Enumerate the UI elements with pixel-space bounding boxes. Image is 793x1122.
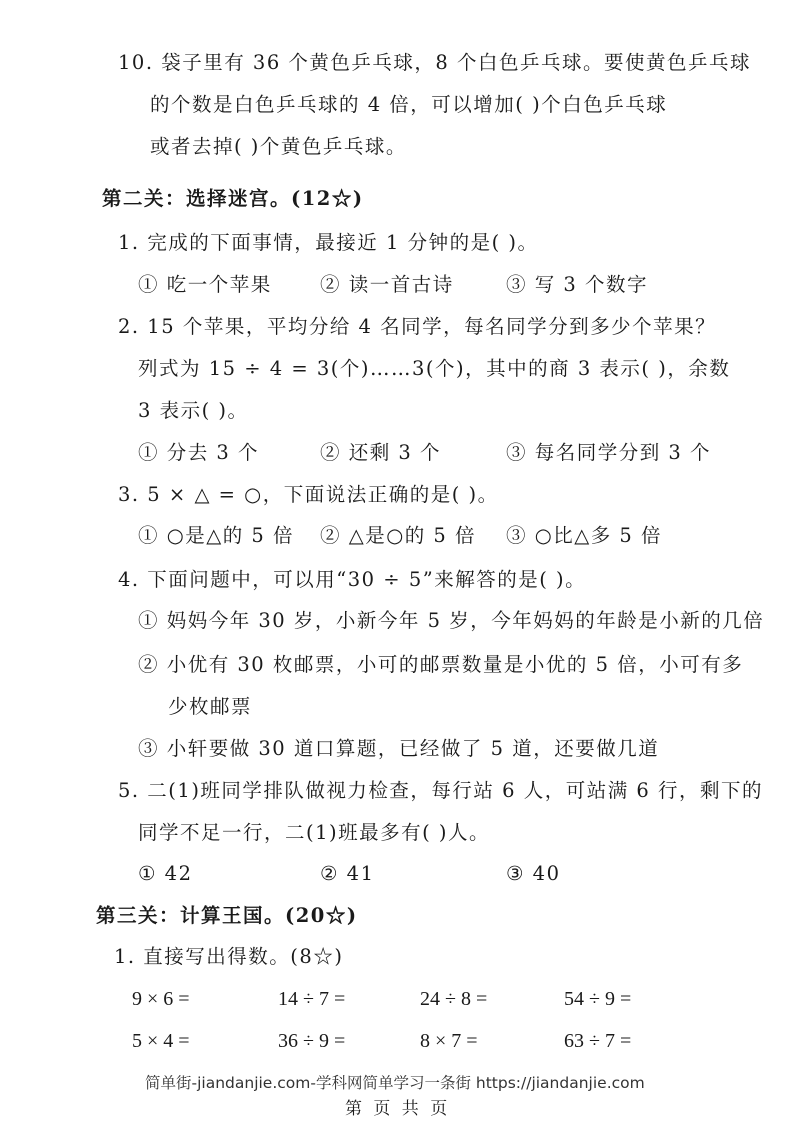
section-2-question-5-line-2: 同学不足一行，二(1)班最多有( )人。 bbox=[138, 821, 491, 844]
question-10-line-3: 或者去掉( )个黄色乒乓球。 bbox=[150, 135, 407, 158]
calc-r1-c4: 54 ÷ 9 = bbox=[564, 988, 632, 1010]
question-10-line-1: 10. 袋子里有 36 个黄色乒乓球，8 个白色乒乓球。要使黄色乒乓球 bbox=[118, 51, 752, 74]
calc-r2-c1: 5 × 4 = bbox=[132, 1030, 190, 1052]
section-2-question-3-option-3: ③ ○比△多 5 倍 bbox=[506, 524, 663, 547]
calc-r1-c1: 9 × 6 = bbox=[132, 988, 190, 1010]
section-2-question-5-stem: 5. 二(1)班同学排队做视力检查，每行站 6 人，可站满 6 行，剩下的 bbox=[118, 779, 764, 802]
section-2-question-2-line-2: 列式为 15 ÷ 4 = 3(个)……3(个)，其中的商 3 表示( )，余数 bbox=[138, 357, 731, 380]
section-3-question-1-stem: 1. 直接写出得数。(8☆) bbox=[114, 945, 344, 968]
calc-r1-c3: 24 ÷ 8 = bbox=[420, 988, 488, 1010]
calc-r2-c4: 63 ÷ 7 = bbox=[564, 1030, 632, 1052]
question-10-line-2: 的个数是白色乒乓球的 4 倍，可以增加( )个白色乒乓球 bbox=[150, 93, 668, 116]
section-2-question-3-option-2: ② △是○的 5 倍 bbox=[320, 524, 477, 547]
section-2-question-1-option-3: ③ 写 3 个数字 bbox=[506, 273, 649, 296]
section-2-question-2-option-1: ① 分去 3 个 bbox=[138, 441, 260, 464]
section-2-question-1-option-1: ① 吃一个苹果 bbox=[138, 273, 272, 296]
section-2-question-5-option-3: ③ 40 bbox=[506, 862, 561, 885]
section-2-question-4-stem: 4. 下面问题中，可以用“30 ÷ 5”来解答的是( )。 bbox=[118, 568, 587, 591]
calc-r2-c2: 36 ÷ 9 = bbox=[278, 1030, 346, 1052]
watermark-text: 简单街-jiandanjie.com-学科网简单学习一条街 https://jiandanjie.com bbox=[145, 1074, 645, 1092]
section-2-question-2-option-2: ② 还剩 3 个 bbox=[320, 441, 442, 464]
section-2-question-5-option-2: ② 41 bbox=[320, 862, 375, 885]
section-2-title: 第二关：选择迷宫。(12☆) bbox=[102, 187, 364, 210]
calc-r2-c3: 8 × 7 = bbox=[420, 1030, 478, 1052]
section-2-question-4-option-2-line-2: 少枚邮票 bbox=[168, 695, 253, 718]
section-2-question-1-stem: 1. 完成的下面事情，最接近 1 分钟的是( )。 bbox=[118, 231, 539, 254]
page-number: 第 页 共 页 bbox=[345, 1099, 451, 1119]
section-2-question-4-option-3: ③ 小轩要做 30 道口算题，已经做了 5 道，还要做几道 bbox=[138, 737, 660, 760]
section-2-question-4-option-2-line-1: ② 小优有 30 枚邮票，小可的邮票数量是小优的 5 倍，小可有多 bbox=[138, 653, 744, 676]
calc-r1-c2: 14 ÷ 7 = bbox=[278, 988, 346, 1010]
section-2-question-2-stem: 2. 15 个苹果，平均分给 4 名同学，每名同学分到多少个苹果？ bbox=[118, 315, 717, 338]
section-2-question-3-stem: 3. 5 × △ = ○，下面说法正确的是( )。 bbox=[118, 483, 499, 506]
section-2-question-4-option-1: ① 妈妈今年 30 岁，小新今年 5 岁，今年妈妈的年龄是小新的几倍 bbox=[138, 609, 765, 632]
section-2-question-2-line-3: 3 表示( )。 bbox=[138, 399, 249, 422]
section-2-question-3-option-1: ① ○是△的 5 倍 bbox=[138, 524, 295, 547]
section-2-question-2-option-3: ③ 每名同学分到 3 个 bbox=[506, 441, 712, 464]
section-2-question-5-option-1: ① 42 bbox=[138, 862, 193, 885]
section-3-title: 第三关：计算王国。(20☆) bbox=[96, 904, 358, 927]
section-2-question-1-option-2: ② 读一首古诗 bbox=[320, 273, 454, 296]
